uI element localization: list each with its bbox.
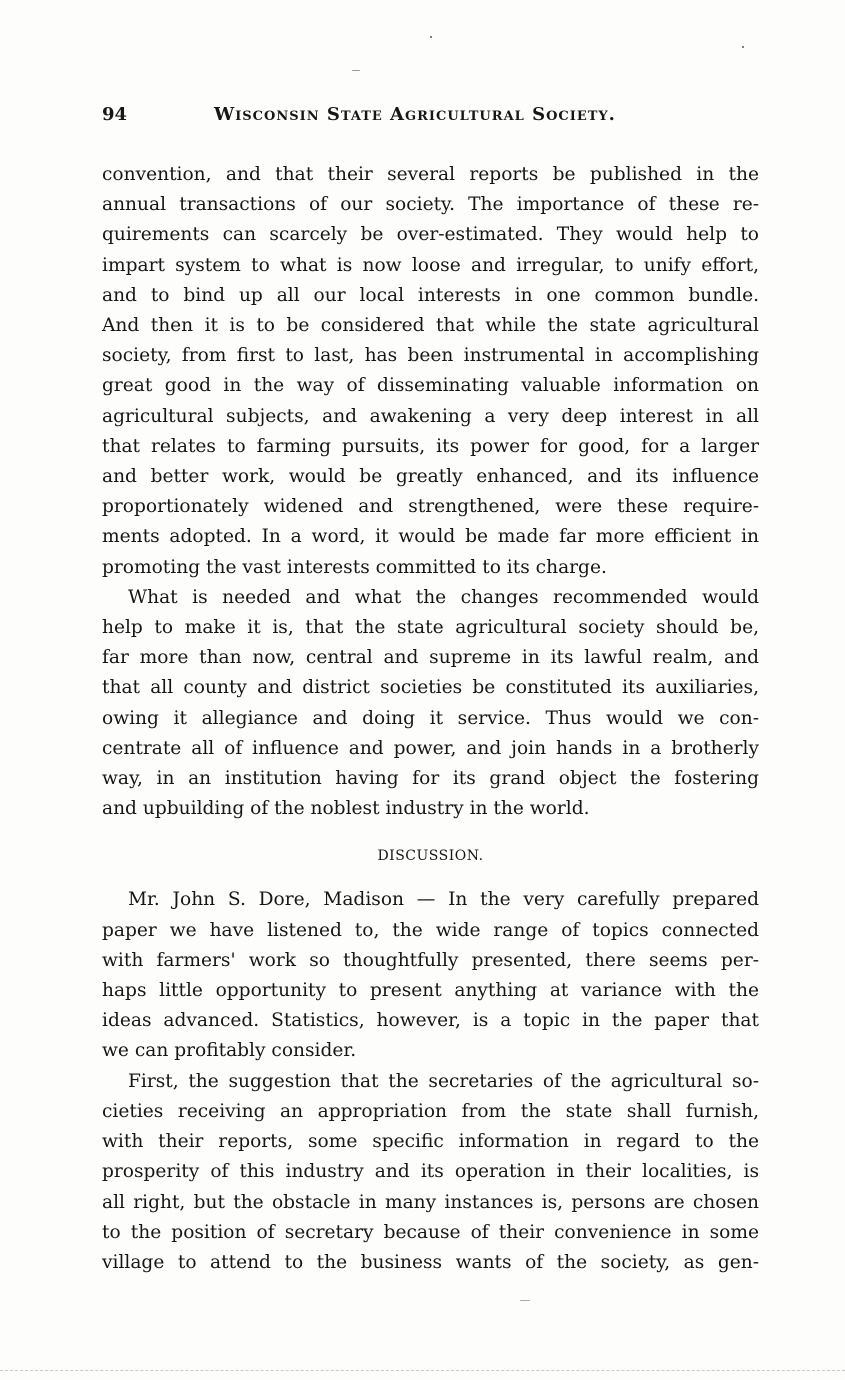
text-line: cieties receiving an appropriation from the state shall furnish, [102, 1100, 759, 1122]
page-header [102, 104, 762, 132]
section-heading: DISCUSSION. [377, 848, 484, 865]
paragraph-1 [102, 160, 759, 583]
text-line: And then it is to be considered that while the state agricultural [102, 315, 759, 337]
paragraph-4 [102, 1067, 759, 1278]
text-line: with their reports, some specific information in regard to the [102, 1131, 759, 1153]
text-line: great good in the way of disseminating valuable information on [102, 375, 759, 397]
text-line: all right, but the obstacle in many instances is, persons are chosen [102, 1191, 759, 1213]
text-line: and better work, would be greatly enhanced, and its influence [102, 466, 759, 488]
text-line: proportionately widened and strengthened, were these require- [102, 496, 759, 518]
paper-speck [352, 70, 360, 71]
text-line: agricultural subjects, and awakening a very deep interest in all [102, 405, 759, 427]
text-line: quirements can scarcely be over-estimated. They would help to [102, 224, 759, 246]
text-line: we can profitably consider. [102, 1040, 357, 1062]
text-line: annual transactions of our society. The importance of these re- [102, 194, 759, 216]
text-line: village to attend to the business wants of the society, as gen- [102, 1251, 759, 1273]
text-line: help to make it is, that the state agricultural society should be, [102, 617, 759, 639]
text-line: and upbuilding of the noblest industry in the world. [102, 798, 590, 820]
text-line: way, in an institution having for its grand object the fostering [102, 768, 759, 790]
page-edge-rule [0, 1370, 845, 1371]
text-line: and to bind up all our local interests in one common bundle. [102, 284, 759, 306]
text-line: owing it allegiance and doing it service. Thus would we con- [102, 707, 759, 729]
text-line: with farmers' work so thoughtfully presented, there seems per- [102, 949, 759, 971]
text-line: that relates to farming pursuits, its power for good, for a larger [102, 435, 759, 457]
text-line: prosperity of this industry and its operation in their localities, is [102, 1161, 759, 1183]
page-body [102, 160, 759, 1278]
running-head: Wisconsin State Agricultural Society. [214, 104, 616, 125]
text-line: What is needed and what the changes recommended would [128, 586, 759, 608]
text-line: ments adopted. In a word, it would be made far more efficient in [102, 526, 759, 548]
page-number: 94 [102, 104, 128, 125]
paragraph-2 [102, 583, 759, 825]
text-line: Mr. John S. Dore, Madison — In the very carefully prepared [128, 889, 759, 911]
paper-speck [430, 36, 432, 38]
paper-speck [520, 1300, 530, 1301]
text-line: convention, and that their several reports be published in the [102, 164, 759, 185]
text-line: centrate all of influence and power, and join hands in a brotherly [102, 737, 759, 759]
text-line: First, the suggestion that the secretaries of the agricultural so- [128, 1070, 759, 1092]
text-line: ideas advanced. Statistics, however, is a topic in the paper that [102, 1010, 759, 1032]
text-line: impart system to what is now loose and irregular, to unify effort, [102, 254, 759, 276]
text-line: haps little opportunity to present anything at variance with the [102, 980, 759, 1002]
text-line: that all county and district societies be constituted its auxiliaries, [102, 677, 759, 699]
text-line: paper we have listened to, the wide range of topics connected [102, 919, 759, 941]
text-line: promoting the vast interests committed to its charge. [102, 556, 607, 578]
paper-speck [742, 46, 744, 48]
paragraph-3 [102, 885, 759, 1066]
text-line: far more than now, central and supreme in its lawful realm, and [102, 647, 759, 669]
text-line: society, from first to last, has been instrumental in accomplishing [102, 345, 759, 367]
text-line: to the position of secretary because of their convenience in some [102, 1221, 759, 1243]
